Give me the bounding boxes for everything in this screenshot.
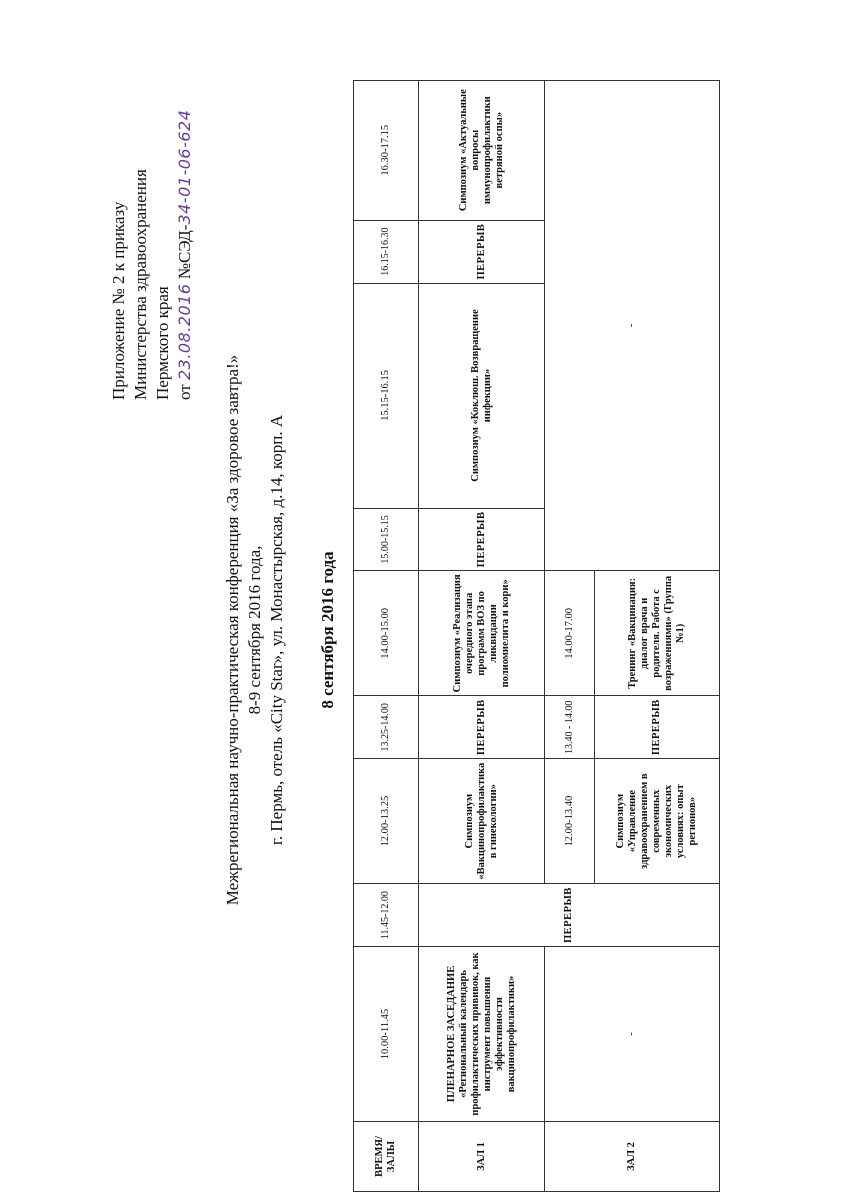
appendix-line-3: Пермского края	[153, 286, 172, 400]
header-time-3: 12.00-13.25	[354, 759, 419, 884]
appendix-order-line	[174, 110, 196, 400]
hall-1-row	[419, 80, 545, 1191]
hall-1-label: ЗАЛ 1	[419, 1122, 545, 1192]
appendix-line-1: Приложение № 2 к приказу	[109, 201, 128, 400]
corner-cell: ВРЕМЯ/ ЗАЛЫ	[354, 1122, 419, 1192]
plenary-text: «Региональный календарь профилактических прививок, как инструмент повышения эффективности вакцинопрофилактики»	[457, 952, 517, 1116]
break-cell: ПЕРЕРЫВ	[419, 220, 545, 283]
hall-2-empty-afternoon: -	[545, 80, 720, 571]
hall-1-symposium-4: Симпозиум «Актуальные вопросы иммунопрофилактики ветряной оспы»	[419, 80, 545, 220]
hall-1-symposium-1: Симпозиум «Вакцинопрофилактика в гинекологии»	[419, 759, 545, 884]
from-prefix: от	[175, 384, 194, 400]
break-cell: ПЕРЕРЫВ	[595, 696, 720, 759]
hall-1-symposium-2: Симпозиум «Реализация очередного этапа программ ВОЗ по ликвидации полиомиелита и кори»	[419, 571, 545, 696]
break-cell: ПЕРЕРЫВ	[419, 696, 545, 759]
hall-2-training: Тренинг «Вакцинация: диалог врача и родителя. Работа с возражениями» (Группа №1)	[595, 571, 720, 696]
hall-2-time-1: 12.00-13.40	[545, 759, 595, 884]
conference-title: Межрегиональная научно-практическая конференция «За здоровое завтра!»	[223, 354, 242, 906]
header-time-8: 16.15-16.30	[354, 220, 419, 283]
hall-2-empty-plenary: -	[545, 947, 720, 1122]
hall-1-symposium-3: Симпозиум «Коклюш. Возвращение инфекции»	[419, 283, 545, 508]
plenary-title: ПЛЕНАРНОЕ ЗАСЕДАНИЕ	[445, 965, 457, 1103]
header-time-4: 13.25-14.00	[354, 696, 419, 759]
hall-2-times-row	[545, 80, 595, 1191]
header-time-1: 10.00-11.45	[354, 947, 419, 1122]
header-time-7: 15.15-16.15	[354, 283, 419, 508]
hall-2-time-3: 14.00-17.00	[545, 571, 595, 696]
plenary-cell	[419, 947, 545, 1122]
appendix-line-2: Министерства здравоохранения	[131, 169, 150, 400]
day-heading: 8 сентября 2016 года	[318, 551, 337, 709]
hall-2-symposium-1: Симпозиум «Управление здравоохранением в современных экономических условиях: опыт регионов»	[595, 759, 720, 884]
schedule-table	[353, 80, 720, 1192]
conference-heading	[222, 120, 288, 1140]
hall-2-time-2: 13.40 - 14.00	[545, 696, 595, 759]
header-time-2: 11.45-12.00	[354, 884, 419, 947]
break-cell: ПЕРЕРЫВ	[419, 508, 545, 571]
conference-dates: 8-9 сентября 2016 года,	[245, 545, 264, 715]
number-prefix: №СЭД-	[175, 224, 194, 280]
header-row	[354, 80, 419, 1191]
header-time-6: 15.00-15.15	[354, 508, 419, 571]
hall-2-label: ЗАЛ 2	[545, 1122, 720, 1192]
handwritten-date: 23.08.2016	[175, 283, 194, 381]
break-cell: ПЕРЕРЫВ	[419, 884, 720, 947]
handwritten-number: 34-01-06-624	[175, 109, 194, 225]
header-time-9: 16.30-17.15	[354, 80, 419, 220]
appendix-block	[108, 110, 196, 400]
conference-venue: г. Пермь, отель «City Star», ул. Монастырская, д.14, корп. А	[267, 414, 286, 846]
header-time-5: 14.00-15.00	[354, 571, 419, 696]
